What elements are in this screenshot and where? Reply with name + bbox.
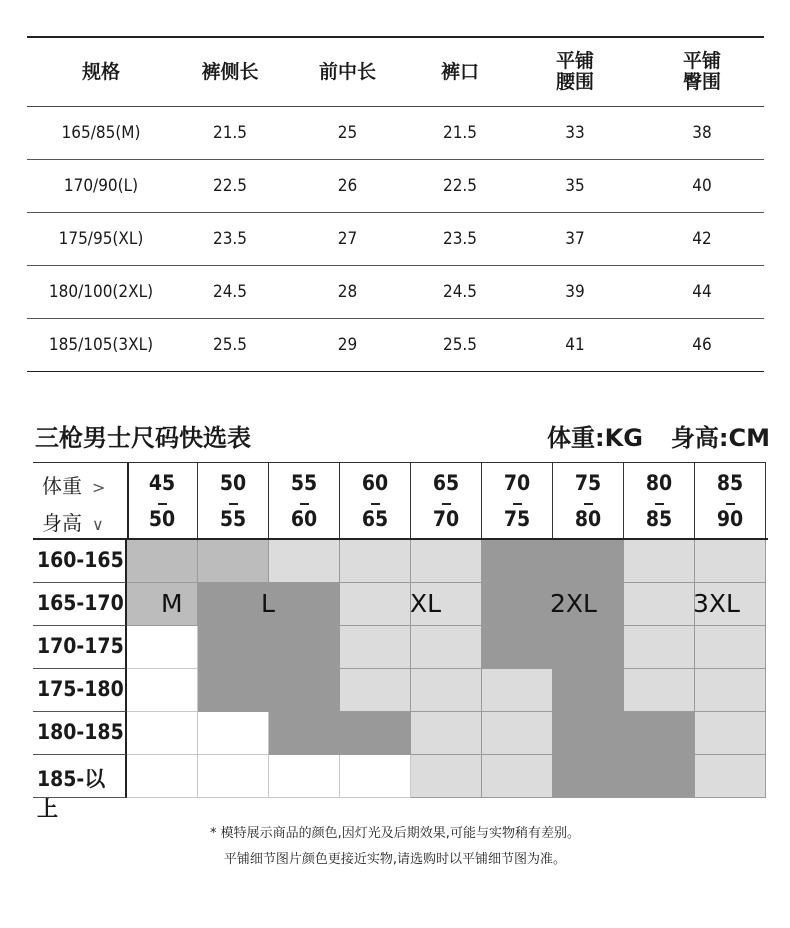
height-range-label: 165-170 — [37, 591, 124, 615]
weight-to: 65 — [361, 507, 389, 531]
weight-from: 65 — [432, 471, 460, 495]
cell-leg-opening: 21.5 — [410, 107, 510, 160]
height-range-label: 185-以上 — [37, 767, 106, 821]
height-range-label: 170-175 — [37, 634, 124, 658]
size-cell — [127, 712, 198, 755]
size-cell — [411, 669, 482, 712]
size-cell — [482, 755, 553, 798]
cell-side-length: 23.5 — [175, 213, 285, 266]
weight-from: 50 — [219, 471, 247, 495]
spec-header-hip: 平铺 臀围 — [640, 37, 764, 107]
cell-front-rise: 27 — [285, 213, 410, 266]
unit-height: 身高:CM — [670, 424, 770, 452]
unit-weight: 体重:KG — [547, 424, 643, 452]
size-cell — [553, 669, 624, 712]
weight-from: 55 — [290, 471, 318, 495]
size-cell — [695, 669, 766, 712]
size-cell — [411, 755, 482, 798]
weight-column-header — [127, 462, 198, 539]
size-cell — [198, 583, 269, 626]
size-cell — [695, 626, 766, 669]
cell-hip: 46 — [640, 319, 764, 372]
size-cell — [624, 583, 695, 626]
size-cell — [127, 755, 198, 798]
height-range-label: 160-165 — [37, 548, 124, 572]
cell-waist: 33 — [510, 107, 640, 160]
height-axis-label: 身高 ∨ — [42, 511, 104, 535]
cell-waist: 41 — [510, 319, 640, 372]
spec-header-row — [27, 37, 764, 107]
weight-to: 60 — [290, 507, 318, 531]
weight-from: 45 — [148, 471, 176, 495]
range-dash — [655, 503, 664, 505]
height-row-header — [33, 583, 127, 626]
size-cell — [553, 755, 624, 798]
weight-from: 70 — [503, 471, 531, 495]
cell-front-rise: 25 — [285, 107, 410, 160]
weight-from: 85 — [716, 471, 744, 495]
size-cell — [269, 540, 340, 583]
size-cell — [198, 712, 269, 755]
spec-header-front-rise: 前中长 — [285, 37, 410, 107]
cell-waist: 35 — [510, 160, 640, 213]
cell-size: 180/100(2XL) — [27, 266, 175, 319]
size-cell — [695, 755, 766, 798]
table-row — [27, 107, 764, 160]
spec-header-waist: 平铺 腰围 — [510, 37, 640, 107]
size-cell — [553, 540, 624, 583]
cell-size: 175/95(XL) — [27, 213, 175, 266]
weight-column-header — [198, 462, 269, 539]
size-label-xl: XL — [410, 589, 442, 618]
size-cell — [553, 626, 624, 669]
size-cell — [269, 583, 340, 626]
cell-hip: 42 — [640, 213, 764, 266]
weight-column-header — [624, 462, 695, 539]
cell-leg-opening: 24.5 — [410, 266, 510, 319]
size-cell — [482, 626, 553, 669]
size-cell — [482, 540, 553, 583]
table-row — [27, 266, 764, 319]
height-range-label: 175-180 — [37, 677, 124, 701]
spec-header-leg-opening: 裤口 — [410, 37, 510, 107]
disclaimer-line-2: 平铺细节图片颜色更接近实物,请选购时以平铺细节图为准。 — [223, 852, 567, 867]
cell-size: 185/105(3XL) — [27, 319, 175, 372]
size-cell — [624, 540, 695, 583]
cell-waist: 39 — [510, 266, 640, 319]
cell-leg-opening: 22.5 — [410, 160, 510, 213]
size-cell — [340, 669, 411, 712]
size-quick-chart — [33, 462, 768, 821]
cell-hip: 40 — [640, 160, 764, 213]
cell-side-length: 22.5 — [175, 160, 285, 213]
range-dash — [229, 503, 238, 505]
range-dash — [726, 503, 735, 505]
height-row-header — [33, 669, 127, 712]
size-cell — [411, 626, 482, 669]
height-row-header — [33, 712, 127, 755]
size-cell — [269, 626, 340, 669]
size-cell — [340, 712, 411, 755]
size-cell — [482, 712, 553, 755]
size-label-l: L — [261, 589, 275, 618]
size-cell — [269, 755, 340, 798]
weight-to: 85 — [645, 507, 673, 531]
weight-column-header — [553, 462, 624, 539]
weight-from: 75 — [574, 471, 602, 495]
range-dash — [584, 503, 593, 505]
cell-size: 170/90(L) — [27, 160, 175, 213]
weight-to: 55 — [219, 507, 247, 531]
size-cell — [198, 626, 269, 669]
spec-header-size: 规格 — [27, 37, 175, 107]
size-cell — [198, 540, 269, 583]
cell-side-length: 24.5 — [175, 266, 285, 319]
table-row — [27, 213, 764, 266]
size-cell — [269, 669, 340, 712]
quick-chart-title: 三枪男士尺码快选表 — [35, 424, 251, 452]
weight-column-header — [340, 462, 411, 539]
range-dash — [300, 503, 309, 505]
height-row-header — [33, 755, 127, 821]
height-range-label: 180-185 — [37, 720, 124, 744]
cell-leg-opening: 23.5 — [410, 213, 510, 266]
size-cell — [695, 540, 766, 583]
size-spec-table — [27, 36, 764, 372]
size-label-2xl: 2XL — [550, 589, 597, 618]
size-cell — [340, 626, 411, 669]
size-cell — [411, 540, 482, 583]
down-arrow-icon: ∨ — [92, 515, 104, 534]
weight-to: 70 — [432, 507, 460, 531]
size-cell — [411, 712, 482, 755]
size-cell — [340, 583, 411, 626]
cell-side-length: 25.5 — [175, 319, 285, 372]
height-row-header — [33, 626, 127, 669]
weight-from: 60 — [361, 471, 389, 495]
cell-leg-opening: 25.5 — [410, 319, 510, 372]
range-dash — [442, 503, 451, 505]
weight-axis-label: 体重 > — [42, 474, 106, 498]
weight-from: 80 — [645, 471, 673, 495]
size-cell — [695, 712, 766, 755]
size-cell — [198, 669, 269, 712]
weight-column-header — [411, 462, 482, 539]
spec-header-side-length: 裤侧长 — [175, 37, 285, 107]
size-cell — [553, 712, 624, 755]
weight-to: 50 — [148, 507, 176, 531]
size-label-3xl: 3XL — [693, 589, 740, 618]
size-cell — [269, 712, 340, 755]
cell-front-rise: 29 — [285, 319, 410, 372]
size-cell — [482, 583, 553, 626]
quick-chart-units — [519, 418, 770, 453]
weight-column-header — [269, 462, 340, 539]
size-label-m: M — [161, 589, 183, 618]
weight-to: 90 — [716, 507, 744, 531]
weight-column-header — [695, 462, 766, 539]
table-row — [27, 319, 764, 372]
weight-column-header — [482, 462, 553, 539]
size-cell — [624, 755, 695, 798]
disclaimer-line-1: * 模特展示商品的颜色,因灯光及后期效果,可能与实物稍有差别。 — [210, 826, 580, 841]
cell-front-rise: 26 — [285, 160, 410, 213]
size-cell — [624, 669, 695, 712]
range-dash — [371, 503, 380, 505]
table-row — [27, 160, 764, 213]
axis-header — [33, 462, 129, 540]
height-row-header — [33, 540, 127, 583]
weight-to: 75 — [503, 507, 531, 531]
size-cell — [482, 669, 553, 712]
range-dash — [513, 503, 522, 505]
right-arrow-icon: > — [92, 478, 106, 497]
cell-waist: 37 — [510, 213, 640, 266]
size-cell — [127, 626, 198, 669]
size-cell — [127, 540, 198, 583]
range-dash — [158, 503, 167, 505]
cell-hip: 44 — [640, 266, 764, 319]
size-cell — [127, 669, 198, 712]
size-cell — [624, 712, 695, 755]
cell-front-rise: 28 — [285, 266, 410, 319]
cell-size: 165/85(M) — [27, 107, 175, 160]
cell-hip: 38 — [640, 107, 764, 160]
size-cell — [624, 626, 695, 669]
cell-side-length: 21.5 — [175, 107, 285, 160]
size-cell — [340, 755, 411, 798]
size-cell — [340, 540, 411, 583]
weight-to: 80 — [574, 507, 602, 531]
size-cell — [198, 755, 269, 798]
